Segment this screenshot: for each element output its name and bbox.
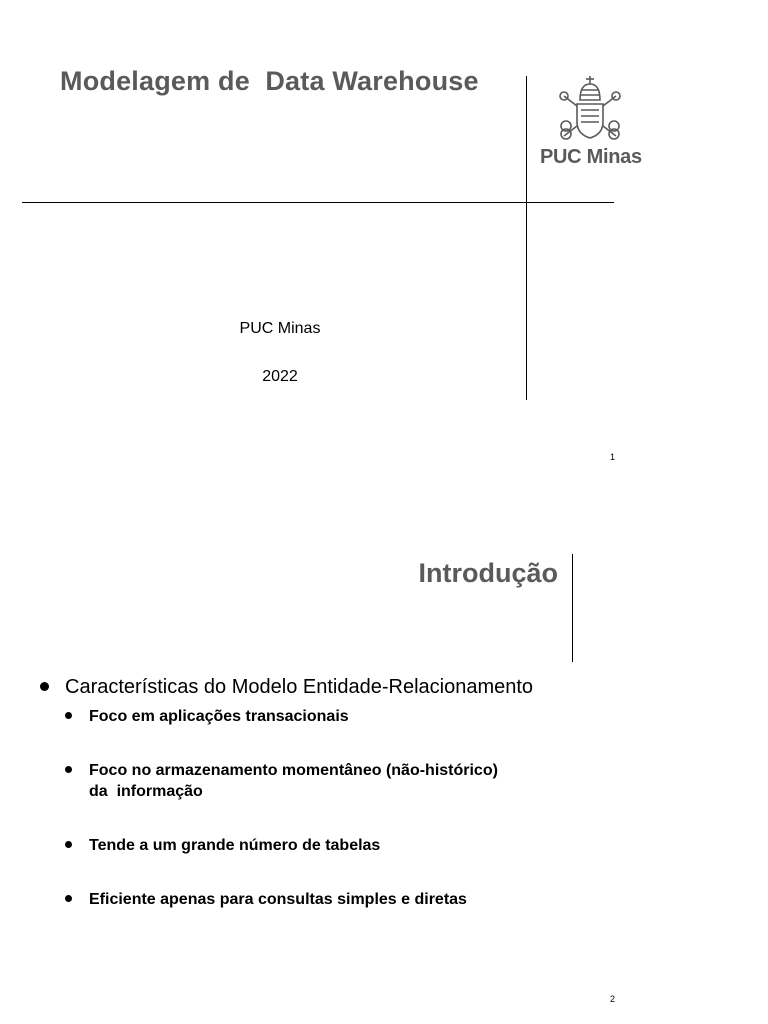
puc-minas-logo [540, 74, 642, 170]
institution-name: PUC Minas [239, 320, 321, 337]
sub-bullet-text: Foco no armazenamento momentâneo (não-histórico) [89, 762, 498, 779]
bullet-text: Características do Modelo Entidade-Relacionamento [65, 676, 534, 698]
coat-of-arms-icon [550, 74, 630, 144]
page-number: 2 [610, 994, 616, 1004]
bullet-icon [65, 712, 72, 719]
sub-bullet-text: Tende a um grande número de tabelas [89, 837, 381, 854]
year: 2022 [262, 368, 298, 385]
page-number: 1 [610, 452, 616, 462]
sub-bullet-text: Foco em aplicações transacionais [89, 708, 349, 725]
sub-bullet-text: Eficiente apenas para consultas simples e diretas [89, 891, 467, 908]
slide-2 [0, 512, 768, 1024]
bullet-icon [65, 841, 72, 848]
bullet-icon [40, 682, 49, 691]
vertical-divider [526, 76, 527, 400]
sub-bullet-text-continued: da informação [89, 783, 203, 800]
bullet-icon [65, 766, 72, 773]
bullet-icon [65, 895, 72, 902]
vertical-divider [572, 554, 573, 662]
slide-title: Modelagem de Data Warehouse [60, 66, 479, 96]
logo-wordmark: PUC Minas [540, 146, 642, 168]
slide-title: Introdução [418, 558, 558, 588]
